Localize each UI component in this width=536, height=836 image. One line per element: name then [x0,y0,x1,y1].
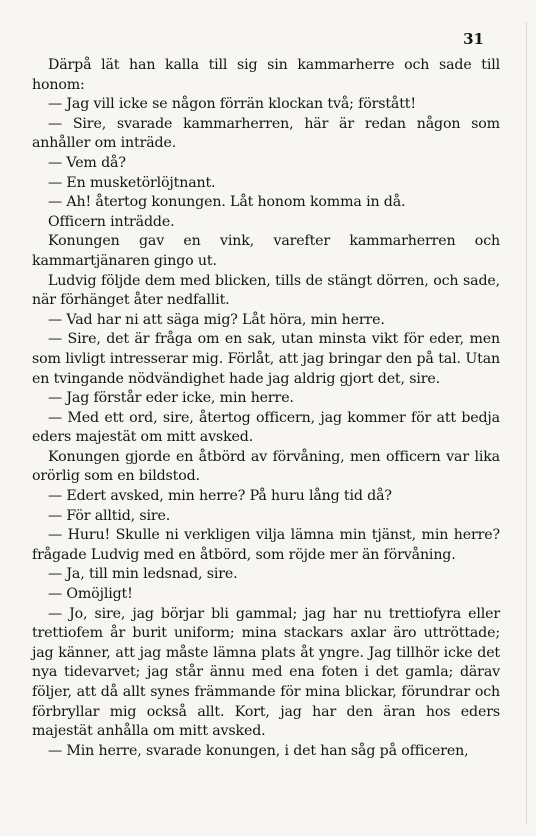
paragraph: — Min herre, svarade konungen, i det han såg på officeren, [48,742,469,759]
paragraph: — Vad har ni att säga mig? Låt höra, min herre. [48,311,385,328]
page-number: 31 [463,30,484,48]
paragraph: — Jag förstår eder icke, min herre. [48,390,294,407]
paragraph: — Vem då? [48,154,126,171]
paragraph: Ludvig följde dem med blicken, tills de stängt dörren, och sade, när förhänget åter nedfallit. [32,272,500,309]
body-text [32,56,500,761]
paragraph: — Jag vill icke se någon förrän klockan två; förstått! [48,96,416,113]
paragraph: — Sire, svarade kammarherren, här är redan någon som anhåller om inträde. [32,115,500,152]
paragraph: — För alltid, sire. [48,507,171,524]
paragraph: — Ah! återtog konungen. Låt honom komma in då. [48,194,406,211]
page-edge-line [526,22,527,824]
paragraph: — Huru! Skulle ni verkligen vilja lämna min tjänst, min herre? frågade Ludvig med en åtbörd, som röjde mer än förvåning. [32,527,500,563]
paragraph: — En musketörlöjtnant. [48,174,216,191]
paragraph: Officern inträdde. [48,213,175,230]
paragraph: — Edert avsked, min herre? På huru lång tid då? [48,488,392,505]
paragraph: — Jo, sire, jag börjar bli gammal; jag har nu trettiofyra eller trettiofem år burit uniform; mina stackars axlar äro uttröttade; jag känner, att jag måste lämna plats åt yngre. Jag tillhör icke det nya tidevarvet; jag står ännu med ena foten i det gamla; därav följer, att då allt synes främmande för mina blickar, förundrar och förbryllar mig också allt. Kort, jag har den äran hos eders majestät anhålla om mitt avsked. [32,605,500,740]
paragraph: — Sire, det är fråga om en sak, utan minsta vikt för eder, men som livligt intresserar mig. Förlåt, att jag bringar den på tal. Utan en tvingande nödvändighet hade jag aldrig gjort det, sire. [32,331,500,387]
paragraph: Konungen gav en vink, varefter kammarherren och kammartjänaren gingo ut. [32,233,500,269]
paragraph: — Omöjligt! [48,586,133,603]
paragraph: Därpå lät han kalla till sig sin kammarherre och sade till honom: [32,57,500,93]
paragraph: — Ja, till min ledsnad, sire. [48,566,238,583]
paragraph: — Med ett ord, sire, återtog officern, jag kommer för att bedja eders majestät om mitt avsked. [32,409,500,446]
paragraph: Konungen gjorde en åtbörd av förvåning, men officern var lika orörlig som en bildstod. [32,448,500,485]
